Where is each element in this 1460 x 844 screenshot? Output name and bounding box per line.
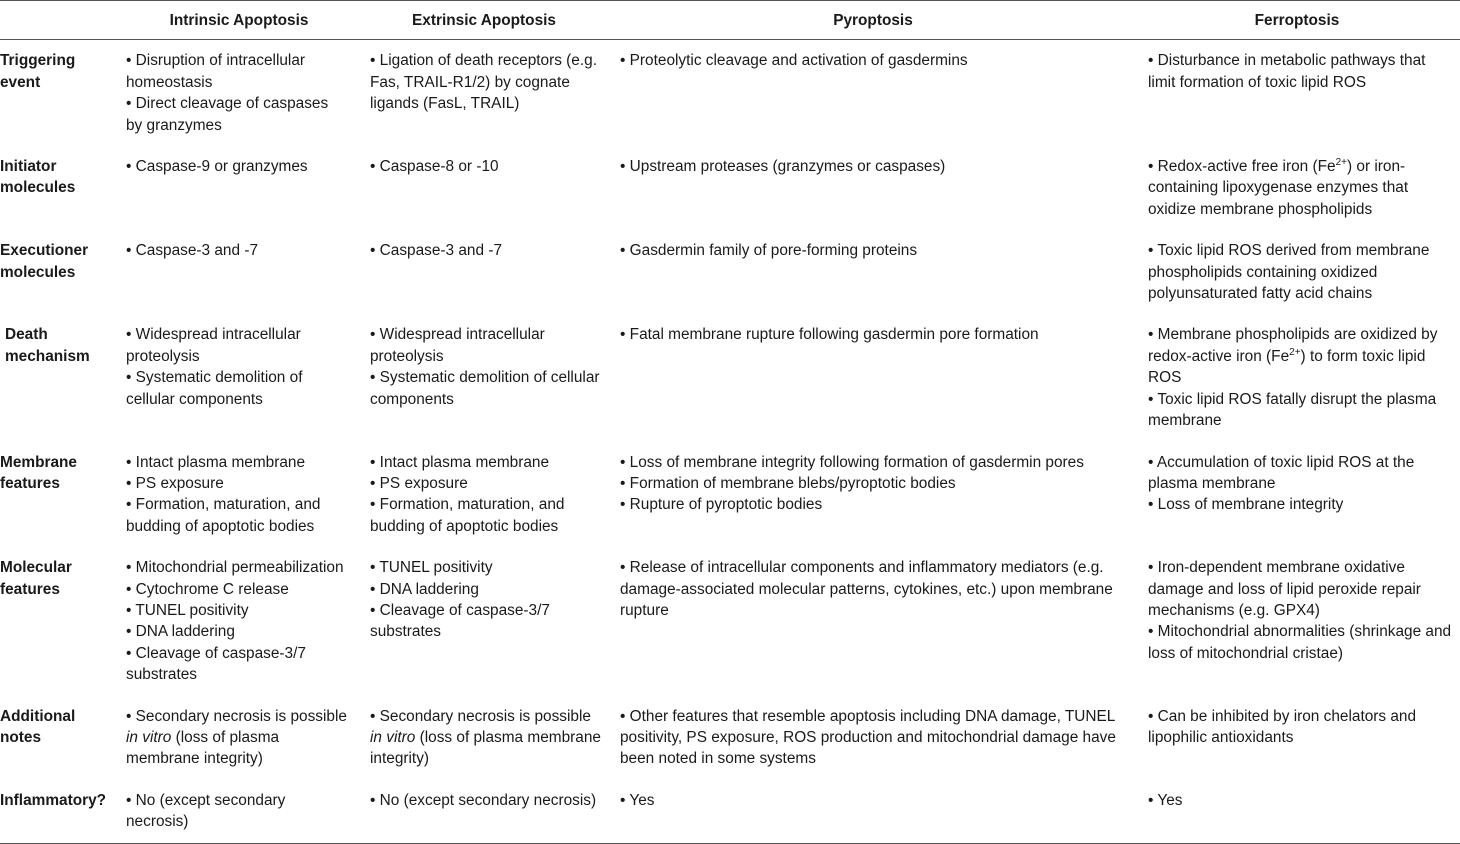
cell-pyroptosis — [612, 547, 1134, 695]
row-additional-notes — [0, 696, 1460, 780]
cell-extrinsic — [356, 547, 612, 695]
cell-pyroptosis — [612, 146, 1134, 230]
row-label — [0, 442, 122, 548]
cell-pyroptosis — [612, 230, 1134, 314]
row-label-line: features — [0, 474, 60, 492]
cell-pyroptosis — [612, 780, 1134, 843]
bullet-item: • Caspase-9 or granzymes — [126, 158, 308, 176]
bullet-item — [1148, 324, 1456, 388]
bullet-item — [1148, 156, 1456, 220]
bullet-item: • Mitochondrial abnormalities (shrinkage and loss of mitochondrial cristae) — [1148, 623, 1452, 662]
cell-ferroptosis — [1134, 40, 1460, 146]
cell-intrinsic — [122, 314, 356, 441]
text-run: • Secondary necrosis is possible — [126, 707, 347, 725]
header-extrinsic-apoptosis: Extrinsic Apoptosis — [356, 1, 612, 40]
row-label-line: Initiator — [0, 158, 57, 176]
cell-intrinsic — [122, 547, 356, 695]
row-triggering-event — [0, 40, 1460, 146]
italic-text: in vitro — [370, 728, 416, 746]
row-label-line: event — [0, 73, 41, 91]
cell-ferroptosis — [1134, 230, 1460, 314]
row-molecular-features — [0, 547, 1460, 695]
bullet-item: • Widespread intracellular proteolysis — [126, 326, 301, 365]
cell-intrinsic — [122, 146, 356, 230]
row-label — [0, 780, 122, 843]
bullet-item: • Systematic demolition of cellular components — [126, 369, 303, 408]
bullet-item: • Loss of membrane integrity following formation of gasdermin pores — [620, 453, 1084, 471]
header-row — [0, 1, 1460, 40]
cell-pyroptosis — [612, 696, 1134, 780]
cell-pyroptosis — [612, 40, 1134, 146]
text-run: • Secondary necrosis is possible — [370, 707, 591, 725]
bullet-item: • Caspase-3 and -7 — [126, 242, 259, 260]
cell-ferroptosis — [1134, 547, 1460, 695]
bullet-item: • Release of intracellular components and inflammatory mediators (e.g. damage-associated molecular patterns, cytokines, etc.) upon membrane rupture — [620, 559, 1113, 619]
bullet-item: • No (except secondary necrosis) — [126, 791, 286, 831]
row-label — [0, 314, 122, 441]
bullet-item: • Intact plasma membrane — [370, 453, 550, 471]
cell-extrinsic — [356, 696, 612, 780]
bullet-item: • Formation, maturation, and budding of apoptotic bodies — [126, 496, 321, 535]
cell-ferroptosis — [1134, 314, 1460, 441]
bullet-item: • Disturbance in metabolic pathways that limit formation of toxic lipid ROS — [1148, 52, 1426, 91]
row-label — [0, 40, 122, 146]
bullet-item: • Gasdermin family of pore-forming proteins — [620, 242, 918, 260]
row-death-mechanism — [0, 314, 1460, 441]
bullet-item: • Systematic demolition of cellular components — [370, 369, 600, 408]
bullet-item — [370, 706, 606, 770]
row-label-line: notes — [0, 728, 42, 746]
row-label-line: molecules — [0, 263, 76, 281]
bullet-item: • Can be inhibited by iron chelators and lipophilic antioxidants — [1148, 707, 1417, 746]
text-run: (loss of plasma membrane integrity) — [370, 728, 601, 768]
bullet-item: • Formation, maturation, and budding of apoptotic bodies — [370, 496, 565, 535]
bullet-item: • Upstream proteases (granzymes or caspases) — [620, 158, 946, 176]
row-label — [0, 230, 122, 314]
bullet-item: • Other features that resemble apoptosis including DNA damage, TUNEL positivity, PS exposure, ROS production and mitochondrial damage have been noted in some systems — [620, 707, 1116, 768]
bullet-item: • Rupture of pyroptotic bodies — [620, 496, 823, 514]
cell-ferroptosis — [1134, 780, 1460, 843]
row-label-line: mechanism — [5, 347, 90, 365]
bullet-item: • Caspase-8 or -10 — [370, 158, 499, 176]
cell-intrinsic — [122, 40, 356, 146]
bullet-item: • Iron-dependent membrane oxidative damage and loss of lipid peroxide repair mechanisms (e.g. GPX4) — [1148, 559, 1421, 619]
cell-extrinsic — [356, 40, 612, 146]
text-run: ) or iron-containing lipoxygenase enzymes that oxidize membrane phospholipids — [1148, 158, 1409, 218]
superscript: 2+ — [1335, 156, 1347, 168]
bullet-item — [126, 706, 348, 770]
text-run: • Redox-active free iron (Fe — [1148, 158, 1336, 176]
bullet-item: • Fatal membrane rupture following gasdermin pore formation — [620, 326, 1039, 344]
row-label — [0, 146, 122, 230]
bullet-item: • Intact plasma membrane — [126, 453, 306, 471]
bullet-item: • Direct cleavage of caspases by granzymes — [126, 95, 329, 134]
bullet-item: • Caspase-3 and -7 — [370, 242, 503, 260]
bullet-item: • TUNEL positivity — [370, 559, 493, 577]
cell-extrinsic — [356, 230, 612, 314]
cell-pyroptosis — [612, 314, 1134, 441]
row-membrane-features — [0, 442, 1460, 548]
cell-intrinsic — [122, 696, 356, 780]
bullet-item: • PS exposure — [126, 474, 224, 492]
cell-ferroptosis — [1134, 146, 1460, 230]
bullet-item: • TUNEL positivity — [126, 601, 249, 619]
bullet-item: • PS exposure — [370, 474, 468, 492]
row-inflammatory — [0, 780, 1460, 843]
cell-intrinsic — [122, 442, 356, 548]
text-run: ) to form toxic lipid ROS — [1148, 347, 1426, 387]
cell-extrinsic — [356, 780, 612, 843]
bullet-item: • Yes — [620, 791, 655, 809]
bullet-item: • No (except secondary necrosis) — [370, 791, 597, 809]
cell-intrinsic — [122, 230, 356, 314]
row-label — [0, 547, 122, 695]
header-ferroptosis: Ferroptosis — [1134, 1, 1460, 40]
row-label-line: Membrane — [0, 453, 77, 471]
header-corner — [0, 1, 122, 40]
row-label-line: Inflammatory? — [0, 791, 107, 809]
cell-extrinsic — [356, 314, 612, 441]
cell-intrinsic — [122, 780, 356, 843]
row-label-line: Additional — [0, 707, 76, 725]
row-label-line: Death — [5, 326, 48, 344]
bullet-item: • Yes — [1148, 791, 1183, 809]
row-label-line: Executioner — [0, 242, 89, 260]
bullet-item: • Toxic lipid ROS derived from membrane phospholipids containing oxidized polyunsaturated fatty acid chains — [1148, 242, 1430, 303]
bullet-item: • Formation of membrane blebs/pyroptotic bodies — [620, 474, 956, 492]
bullet-item: • Cleavage of caspase-3/7 substrates — [126, 644, 306, 684]
bullet-item: • Loss of membrane integrity — [1148, 496, 1344, 514]
bullet-item: • Cytochrome C release — [126, 580, 289, 598]
row-executioner-molecules — [0, 230, 1460, 314]
bullet-item: • Cleavage of caspase-3/7 substrates — [370, 601, 550, 641]
cell-pyroptosis — [612, 442, 1134, 548]
cell-extrinsic — [356, 442, 612, 548]
cell-ferroptosis — [1134, 696, 1460, 780]
text-run: • Membrane phospholipids are oxidized by redox-active iron (Fe — [1148, 326, 1438, 365]
row-label — [0, 696, 122, 780]
bullet-item: • DNA laddering — [370, 580, 479, 598]
bullet-item: • Widespread intracellular proteolysis — [370, 326, 545, 365]
header-pyroptosis: Pyroptosis — [612, 1, 1134, 40]
row-initiator-molecules — [0, 146, 1460, 230]
header-intrinsic-apoptosis: Intrinsic Apoptosis — [122, 1, 356, 40]
superscript: 2+ — [1289, 346, 1301, 358]
row-label-line: features — [0, 580, 60, 598]
bullet-item: • Disruption of intracellular homeostasis — [126, 52, 306, 91]
row-label-line: Triggering — [0, 52, 76, 70]
bullet-item: • Proteolytic cleavage and activation of gasdermins — [620, 52, 968, 70]
bullet-item: • Mitochondrial permeabilization — [126, 559, 344, 577]
bullet-item: • Accumulation of toxic lipid ROS at the plasma membrane — [1148, 453, 1415, 492]
cell-extrinsic — [356, 146, 612, 230]
text-run: (loss of plasma membrane integrity) — [126, 728, 280, 768]
row-label-line: molecules — [0, 179, 76, 197]
italic-text: in vitro — [126, 728, 172, 746]
bullet-item: • Toxic lipid ROS fatally disrupt the plasma membrane — [1148, 390, 1437, 430]
bullet-item: • DNA laddering — [126, 623, 235, 641]
cell-ferroptosis — [1134, 442, 1460, 548]
bullet-item: • Ligation of death receptors (e.g. Fas, TRAIL-R1/2) by cognate ligands (FasL, TRAIL) — [370, 52, 597, 113]
row-label-line: Molecular — [0, 559, 72, 577]
